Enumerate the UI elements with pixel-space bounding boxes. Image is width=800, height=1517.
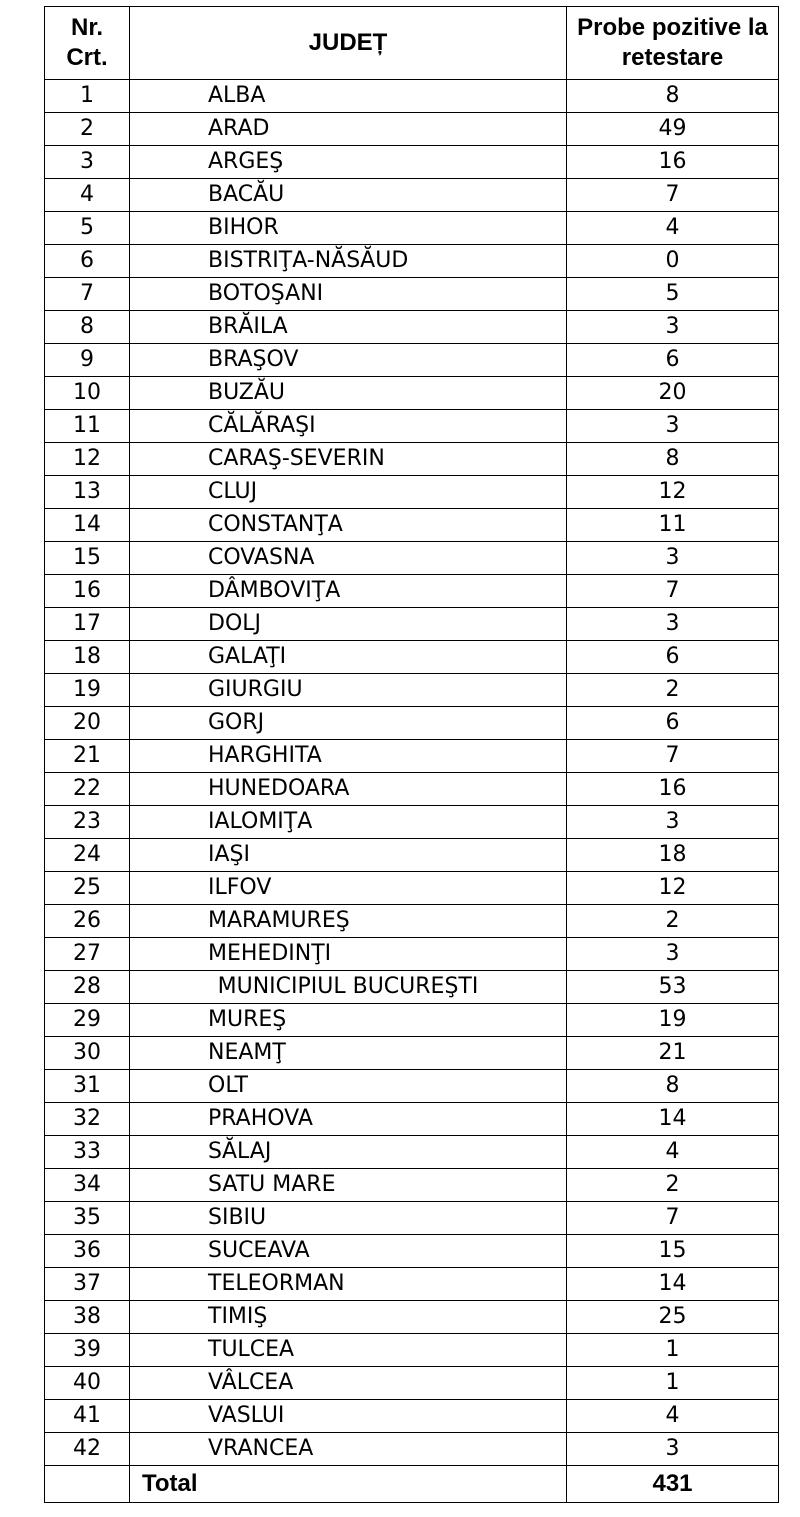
positive-count: 0 <box>567 245 779 278</box>
positive-count: 16 <box>567 773 779 806</box>
table-row <box>45 773 779 806</box>
table-row <box>45 1169 779 1202</box>
row-number: 42 <box>45 1433 130 1466</box>
county-name: BRAŞOV <box>130 344 567 377</box>
row-number: 23 <box>45 806 130 839</box>
total-row <box>45 1466 779 1503</box>
table-row <box>45 1433 779 1466</box>
header-judet: JUDEȚ <box>130 7 567 80</box>
table-row <box>45 641 779 674</box>
county-name: VÂLCEA <box>130 1367 567 1400</box>
county-name: NEAMŢ <box>130 1037 567 1070</box>
row-number: 39 <box>45 1334 130 1367</box>
county-name: CĂLĂRAŞI <box>130 410 567 443</box>
county-name: TELEORMAN <box>130 1268 567 1301</box>
county-name: GALAŢI <box>130 641 567 674</box>
positive-count: 14 <box>567 1268 779 1301</box>
positive-count: 12 <box>567 872 779 905</box>
table-row <box>45 410 779 443</box>
row-number: 36 <box>45 1235 130 1268</box>
county-name: SIBIU <box>130 1202 567 1235</box>
table-row <box>45 377 779 410</box>
row-number: 18 <box>45 641 130 674</box>
total-value: 431 <box>567 1466 779 1503</box>
row-number: 22 <box>45 773 130 806</box>
row-number: 37 <box>45 1268 130 1301</box>
results-table <box>44 6 779 1503</box>
positive-count: 20 <box>567 377 779 410</box>
table-row <box>45 1235 779 1268</box>
table-row <box>45 113 779 146</box>
row-number: 28 <box>45 971 130 1004</box>
county-name: HUNEDOARA <box>130 773 567 806</box>
positive-count: 2 <box>567 674 779 707</box>
row-number: 30 <box>45 1037 130 1070</box>
county-name: GIURGIU <box>130 674 567 707</box>
county-name: IAŞI <box>130 839 567 872</box>
table-row <box>45 740 779 773</box>
positive-count: 1 <box>567 1367 779 1400</box>
table-row <box>45 443 779 476</box>
header-probe-line1: Probe pozitive la <box>577 14 768 41</box>
header-nr-line2: Crt. <box>66 44 108 71</box>
header-probe-pozitive <box>567 7 779 80</box>
row-number: 7 <box>45 278 130 311</box>
positive-count: 3 <box>567 410 779 443</box>
county-name: MUNICIPIUL BUCUREŞTI <box>130 971 567 1004</box>
row-number: 10 <box>45 377 130 410</box>
positive-count: 4 <box>567 212 779 245</box>
county-name: SATU MARE <box>130 1169 567 1202</box>
row-number: 38 <box>45 1301 130 1334</box>
table-row <box>45 245 779 278</box>
county-name: BRĂILA <box>130 311 567 344</box>
table-row <box>45 674 779 707</box>
header-nr-crt <box>45 7 130 80</box>
table-row <box>45 1400 779 1433</box>
county-name: VASLUI <box>130 1400 567 1433</box>
row-number: 2 <box>45 113 130 146</box>
row-number: 34 <box>45 1169 130 1202</box>
table-row <box>45 1268 779 1301</box>
header-probe-line2: retestare <box>621 44 724 71</box>
table-row <box>45 1070 779 1103</box>
positive-count: 14 <box>567 1103 779 1136</box>
row-number: 40 <box>45 1367 130 1400</box>
table-row <box>45 1103 779 1136</box>
positive-count: 3 <box>567 938 779 971</box>
table-row <box>45 971 779 1004</box>
row-number: 11 <box>45 410 130 443</box>
positive-count: 3 <box>567 311 779 344</box>
table-row <box>45 938 779 971</box>
county-name: CARAŞ-SEVERIN <box>130 443 567 476</box>
county-name: TIMIŞ <box>130 1301 567 1334</box>
table-row <box>45 1136 779 1169</box>
table-row <box>45 1367 779 1400</box>
positive-count: 7 <box>567 179 779 212</box>
positive-count: 49 <box>567 113 779 146</box>
row-number: 41 <box>45 1400 130 1433</box>
positive-count: 7 <box>567 575 779 608</box>
positive-count: 7 <box>567 740 779 773</box>
table-row <box>45 707 779 740</box>
county-name: BIHOR <box>130 212 567 245</box>
table-row <box>45 1037 779 1070</box>
county-name: ARAD <box>130 113 567 146</box>
positive-count: 6 <box>567 707 779 740</box>
row-number: 17 <box>45 608 130 641</box>
table-row <box>45 80 779 113</box>
county-name: BUZĂU <box>130 377 567 410</box>
table-row <box>45 872 779 905</box>
row-number: 32 <box>45 1103 130 1136</box>
county-name: CONSTANŢA <box>130 509 567 542</box>
county-name: SUCEAVA <box>130 1235 567 1268</box>
row-number: 1 <box>45 80 130 113</box>
table-row <box>45 212 779 245</box>
table-row <box>45 1004 779 1037</box>
positive-count: 15 <box>567 1235 779 1268</box>
table-row <box>45 1202 779 1235</box>
header-row <box>45 7 779 80</box>
row-number: 25 <box>45 872 130 905</box>
county-name: ILFOV <box>130 872 567 905</box>
positive-count: 6 <box>567 641 779 674</box>
positive-count: 7 <box>567 1202 779 1235</box>
row-number: 6 <box>45 245 130 278</box>
table-row <box>45 476 779 509</box>
table-body <box>45 80 779 1466</box>
row-number: 21 <box>45 740 130 773</box>
row-number: 33 <box>45 1136 130 1169</box>
row-number: 15 <box>45 542 130 575</box>
row-number: 3 <box>45 146 130 179</box>
county-name: COVASNA <box>130 542 567 575</box>
row-number: 9 <box>45 344 130 377</box>
total-nr-cell <box>45 1466 130 1503</box>
table-row <box>45 179 779 212</box>
row-number: 16 <box>45 575 130 608</box>
table-row <box>45 806 779 839</box>
table-row <box>45 311 779 344</box>
row-number: 8 <box>45 311 130 344</box>
county-name: BISTRIŢA-NĂSĂUD <box>130 245 567 278</box>
positive-count: 4 <box>567 1400 779 1433</box>
county-name: ARGEŞ <box>130 146 567 179</box>
table-row <box>45 1334 779 1367</box>
total-label: Total <box>130 1466 567 1503</box>
positive-count: 19 <box>567 1004 779 1037</box>
positive-count: 16 <box>567 146 779 179</box>
county-name: IALOMIŢA <box>130 806 567 839</box>
county-name: DÂMBOVIŢA <box>130 575 567 608</box>
table-row <box>45 146 779 179</box>
county-name: VRANCEA <box>130 1433 567 1466</box>
row-number: 31 <box>45 1070 130 1103</box>
row-number: 19 <box>45 674 130 707</box>
row-number: 35 <box>45 1202 130 1235</box>
positive-count: 8 <box>567 1070 779 1103</box>
positive-count: 3 <box>567 806 779 839</box>
county-name: ALBA <box>130 80 567 113</box>
table-row <box>45 542 779 575</box>
county-name: SĂLAJ <box>130 1136 567 1169</box>
county-name: CLUJ <box>130 476 567 509</box>
positive-count: 3 <box>567 542 779 575</box>
county-name: TULCEA <box>130 1334 567 1367</box>
positive-count: 12 <box>567 476 779 509</box>
positive-count: 8 <box>567 443 779 476</box>
positive-count: 18 <box>567 839 779 872</box>
table-row <box>45 839 779 872</box>
positive-count: 1 <box>567 1334 779 1367</box>
positive-count: 4 <box>567 1136 779 1169</box>
row-number: 13 <box>45 476 130 509</box>
positive-count: 53 <box>567 971 779 1004</box>
row-number: 20 <box>45 707 130 740</box>
positive-count: 2 <box>567 1169 779 1202</box>
county-name: OLT <box>130 1070 567 1103</box>
positive-count: 2 <box>567 905 779 938</box>
table-row <box>45 575 779 608</box>
positive-count: 3 <box>567 608 779 641</box>
positive-count: 21 <box>567 1037 779 1070</box>
county-name: GORJ <box>130 707 567 740</box>
county-name: HARGHITA <box>130 740 567 773</box>
county-name: BACĂU <box>130 179 567 212</box>
row-number: 5 <box>45 212 130 245</box>
table-row <box>45 1301 779 1334</box>
row-number: 26 <box>45 905 130 938</box>
positive-count: 11 <box>567 509 779 542</box>
county-name: MEHEDINŢI <box>130 938 567 971</box>
header-nr-line1: Nr. <box>70 14 103 41</box>
positive-count: 25 <box>567 1301 779 1334</box>
county-name: MUREŞ <box>130 1004 567 1037</box>
table-row <box>45 608 779 641</box>
county-name: BOTOŞANI <box>130 278 567 311</box>
table-row <box>45 344 779 377</box>
row-number: 24 <box>45 839 130 872</box>
positive-count: 6 <box>567 344 779 377</box>
row-number: 14 <box>45 509 130 542</box>
row-number: 27 <box>45 938 130 971</box>
table-row <box>45 905 779 938</box>
positive-count: 8 <box>567 80 779 113</box>
county-name: DOLJ <box>130 608 567 641</box>
row-number: 29 <box>45 1004 130 1037</box>
row-number: 4 <box>45 179 130 212</box>
positive-count: 3 <box>567 1433 779 1466</box>
table-row <box>45 509 779 542</box>
row-number: 12 <box>45 443 130 476</box>
positive-count: 5 <box>567 278 779 311</box>
county-name: PRAHOVA <box>130 1103 567 1136</box>
county-name: MARAMUREŞ <box>130 905 567 938</box>
table-row <box>45 278 779 311</box>
